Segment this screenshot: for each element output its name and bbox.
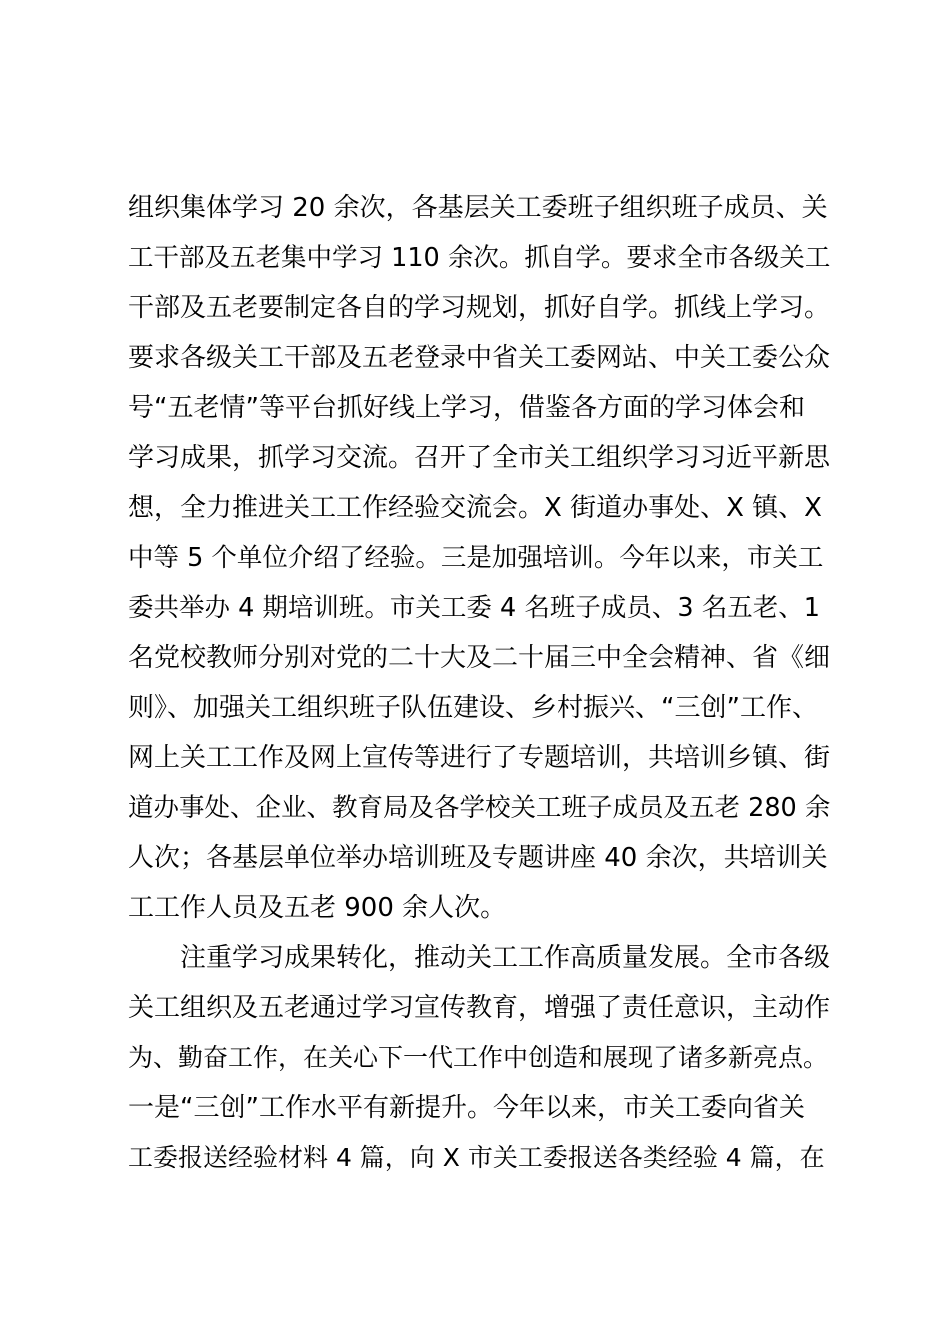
text-line: 名党校教师分别对党的二十大及二十届三中全会精神、省《细 — [128, 643, 831, 673]
text-line: 号“五老情”等平台抓好线上学习，借鉴各方面的学习体会和 — [128, 393, 805, 423]
text-line: 学习成果，抓学习交流。召开了全市关工组织学习习近平新思 — [128, 443, 831, 473]
text-line: 网上关工工作及网上宣传等进行了专题培训，共培训乡镇、街 — [128, 743, 831, 773]
text-line: 组织集体学习 20 余次，各基层关工委班子组织班子成员、关 — [128, 193, 828, 223]
text-line: 为、勤奋工作，在关心下一代工作中创造和展现了诸多新亮点。 — [128, 1043, 829, 1072]
text-line: 工干部及五老集中学习 110 余次。抓自学。要求全市各级关工 — [128, 243, 831, 273]
text-line: 工委报送经验材料 4 篇，向 X 市关工委报送各类经验 4 篇，在 — [128, 1143, 825, 1172]
text-line: 委共举办 4 期培训班。市关工委 4 名班子成员、3 名五老、1 — [128, 593, 820, 623]
text-line: 则》、加强关工组织班子队伍建设、乡村振兴、“三创”工作、 — [128, 693, 818, 723]
text-line: 要求各级关工干部及五老登录中省关工委网站、中关工委公众 — [128, 343, 831, 373]
text-line: 干部及五老要制定各自的学习规划，抓好自学。抓线上学习。 — [128, 293, 831, 323]
text-line: 道办事处、企业、教育局及各学校关工班子成员及五老 280 余 — [128, 793, 831, 823]
text-line: 人次；各基层单位举办培训班及专题讲座 40 余次，共培训关 — [128, 843, 828, 873]
paragraph-first-line: 注重学习成果转化，推动关工工作高质量发展。全市各级 — [180, 943, 831, 973]
text-line: 中等 5 个单位介绍了经验。三是加强培训。今年以来，市关工 — [128, 543, 824, 573]
text-line: 关工组织及五老通过学习宣传教育，增强了责任意识，主动作 — [128, 993, 831, 1023]
text-line: 工工作人员及五老 900 余人次。 — [128, 893, 507, 923]
text-line: 一是“三创”工作水平有新提升。今年以来，市关工委向省关 — [128, 1093, 805, 1123]
text-line: 想，全力推进关工工作经验交流会。X 街道办事处、X 镇、X — [128, 493, 822, 523]
